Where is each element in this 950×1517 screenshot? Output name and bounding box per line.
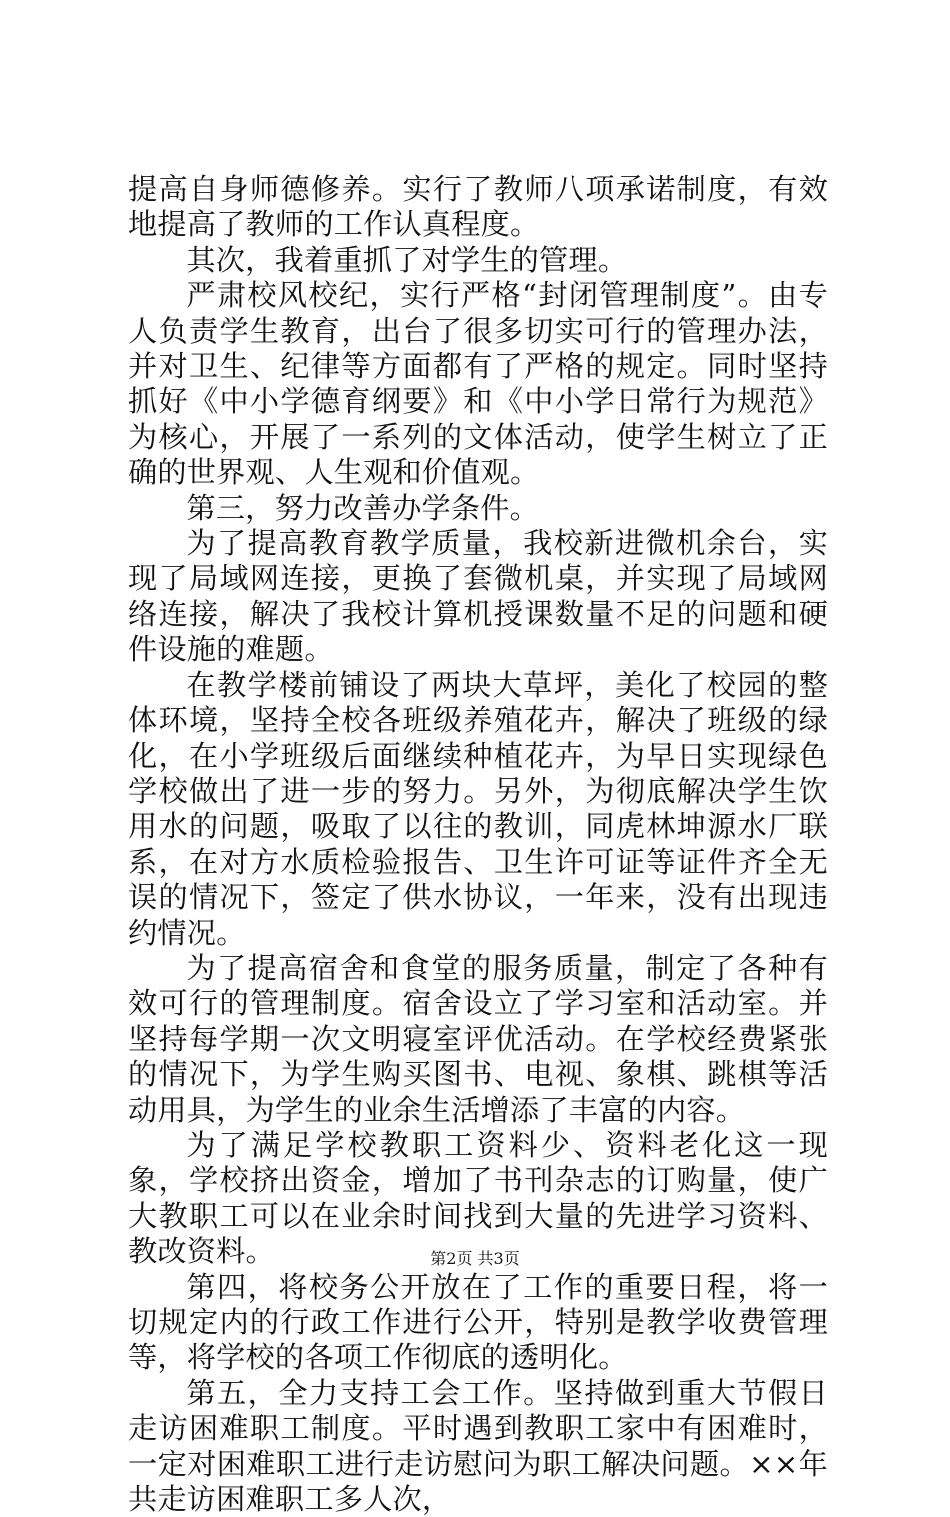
paragraph-9: 第四，将校务公开放在了工作的重要日程，将一切规定内的行政工作进行公开，特别是教学收费管理等，将学校的各项工作彻底的透明化。 bbox=[128, 1269, 828, 1375]
paragraph-7: 为了提高宿舍和食堂的服务质量，制定了各种有效可行的管理制度。宿舍设立了学习室和活动室。并坚持每学期一次文明寝室评优活动。在学校经费紧张的情况下，为学生购买图书、电视、象棋、跳棋等活动用具，为学生的业余生活增添了丰富的内容。 bbox=[128, 950, 828, 1127]
paragraph-2: 其次，我着重抓了对学生的管理。 bbox=[186, 242, 628, 277]
paragraph-4: 第三，努力改善办学条件。 bbox=[186, 490, 540, 525]
paragraph-8: 为了满足学校教职工资料少、资料老化这一现象，学校挤出资金，增加了书刊杂志的订购量，使广大教职工可以在业余时间找到大量的先进学习资料、教改资料。 bbox=[128, 1127, 828, 1269]
paragraph-6: 在教学楼前铺设了两块大草坪，美化了校园的整体环境，坚持全校各班级养殖花卉，解决了班级的绿化，在小学班级后面继续种植花卉，为早日实现绿色学校做出了进一步的努力。另外，为彻底解决学生饮用水的问题，吸取了以往的教训，同虎林坤源水厂联系，在对方水质检验报告、卫生许可证等证件齐全无误的情况下，签定了供水协议，一年来，没有出现违约情况。 bbox=[128, 667, 828, 950]
page-footer: 第2页 共3页 bbox=[430, 1249, 520, 1268]
paragraph-5: 为了提高教育教学质量，我校新进微机余台，实现了局域网连接，更换了套微机桌，并实现了局域网络连接，解决了我校计算机授课数量不足的问题和硬件设施的难题。 bbox=[128, 526, 828, 667]
paragraph-3: 严肃校风校纪，实行严格“封闭管理制度”。由专人负责学生教育，出台了很多切实可行的管理办法，并对卫生、纪律等方面都有了严格的规定。同时坚持抓好《中小学德育纲要》和《中小学日常行为规范》为核心，开展了一系列的文体活动，使学生树立了正确的世界观、人生观和价值观。 bbox=[128, 278, 828, 490]
paragraph-10: 第五，全力支持工会工作。坚持做到重大节假日走访困难职工制度。平时遇到教职工家中有困难时，一定对困难职工进行走访慰问为职工解决问题。××年共走访困难职工多人次， bbox=[128, 1375, 828, 1517]
paragraph-1: 提高自身师德修养。实行了教师八项承诺制度，有效地提高了教师的工作认真程度。 bbox=[128, 172, 828, 242]
document-body bbox=[128, 172, 828, 1517]
